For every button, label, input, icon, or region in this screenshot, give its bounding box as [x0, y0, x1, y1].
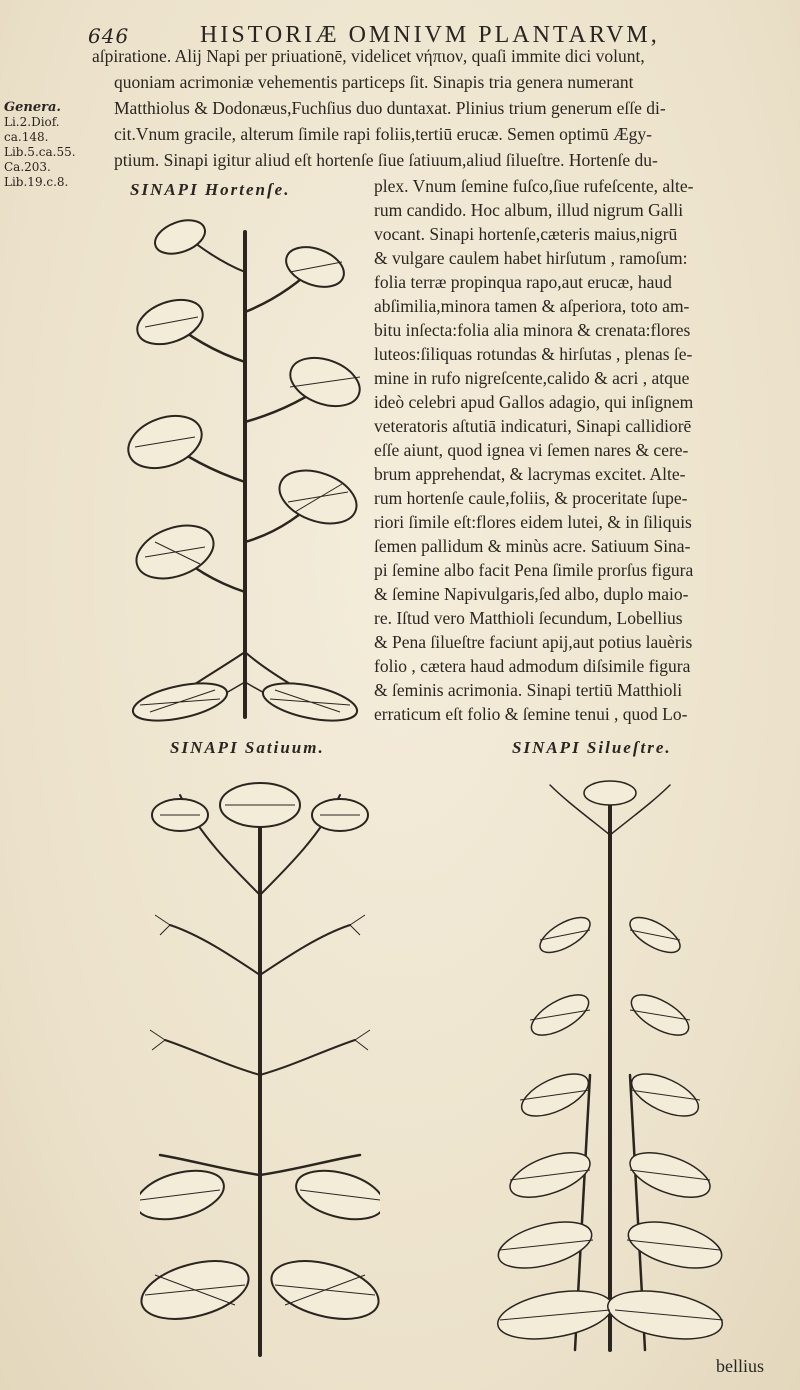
text-line: brum apprehendat, & lacrymas excitet. Alte- [374, 464, 686, 484]
woodcut-sinapi-sativum [140, 775, 380, 1360]
woodcut-illustration [495, 775, 725, 1355]
figure-caption: SINAPI Hortenſe. [130, 180, 291, 199]
text-line: & vulgare caulem habet hirſutum , ramoſum: [374, 248, 688, 268]
text-line: cit.Vnum gracile, alterum ſimile rapi foliis,tertiū erucæ. Semen optimū Ægy- [114, 124, 652, 144]
margin-note: Ca.203. [4, 160, 51, 174]
text-line: folia terræ propinqua rapo,aut erucæ, haud [374, 272, 672, 292]
text-line: re. Iſtud vero Matthioli ſecundum, Lobellius [374, 608, 683, 628]
text-line: abſimilia,minora tamen & aſperiora, toto am- [374, 296, 690, 316]
margin-notes [4, 100, 84, 190]
woodcut-sinapi-silvestre [495, 775, 725, 1355]
text-line: erraticum eſt folio & ſemine tenui , quod Lo- [374, 704, 688, 724]
margin-note: Genera. [4, 100, 61, 115]
catchword: bellius [716, 1356, 764, 1376]
text-line: ptium. Sinapi igitur aliud eſt hortenſe ſiue ſatiuum,aliud ſilueſtre. Hortenſe du- [114, 150, 658, 170]
text-line: eſſe aiunt, quod ignea vi ſemen nares & cere- [374, 440, 689, 460]
text-line: bitu inſecta:folia alia minora & crenata:flores [374, 320, 691, 340]
margin-note: ca.148. [4, 130, 49, 144]
text-line: aſpiratione. Alij Napi per priuationē, videlicet νήπιον, quaſi immite dici volunt, [92, 46, 645, 66]
text-line: folio , cætera haud admodum diſsimile figura [374, 656, 691, 676]
margin-note: Lib.19.c.8. [4, 175, 69, 189]
text-line: riori ſimile eſt:flores eidem lutei, & in ſiliquis [374, 512, 692, 532]
text-line: Matthiolus & Dodonæus,Fuchſius duo duntaxat. Plinius trium generum eſſe di- [114, 98, 666, 118]
text-line: luteos:ſiliquas rotundas & hirſutas , plenas ſe- [374, 344, 693, 364]
figure-caption: SINAPI Satiuum. [170, 738, 325, 757]
text-line: plex. Vnum ſemine fuſco,ſiue rufeſcente, alte- [374, 176, 694, 196]
text-line: pi ſemine albo facit Pena ſimile prorſus figura [374, 560, 694, 580]
margin-note: Li.2.Diof. [4, 115, 60, 129]
text-line: quoniam acrimoniæ vehementis particeps ſit. Sinapis tria genera numerant [114, 72, 634, 92]
text-line: ſemen pallidum & minùs acre. Satiuum Sina- [374, 536, 691, 556]
page-number: 646 [88, 24, 130, 48]
text-line: ideò celebri apud Gallos adagio, qui inſignem [374, 392, 694, 412]
text-line: & Pena ſilueſtre faciunt apij,aut potius lauèris [374, 632, 693, 652]
figure-caption: SINAPI Silueſtre. [512, 738, 672, 757]
book-title: HISTORIÆ OMNIVM PLANTARVM, [200, 22, 660, 48]
woodcut-illustration [120, 212, 370, 724]
text-line: veteratoris aſtutiā indicaturi, Sinapi callidiorē [374, 416, 692, 436]
text-line: & ſeminis acrimonia. Sinapi tertiū Matthioli [374, 680, 683, 700]
woodcut-illustration [140, 775, 380, 1360]
text-line: vocant. Sinapi hortenſe,cæteris maius,nigrū [374, 224, 678, 244]
text-line: rum candido. Hoc album, illud nigrum Galli [374, 200, 684, 220]
text-line: & ſemine Napivulgaris,ſed albo, duplo maio- [374, 584, 689, 604]
text-line: rum hortenſe caule,foliis, & proceritate ſupe- [374, 488, 688, 508]
text-line: mine in rufo nigreſcente,calido & acri , atque [374, 368, 690, 388]
woodcut-sinapi-hortense [120, 212, 370, 724]
margin-note: Lib.5.ca.55. [4, 145, 76, 159]
